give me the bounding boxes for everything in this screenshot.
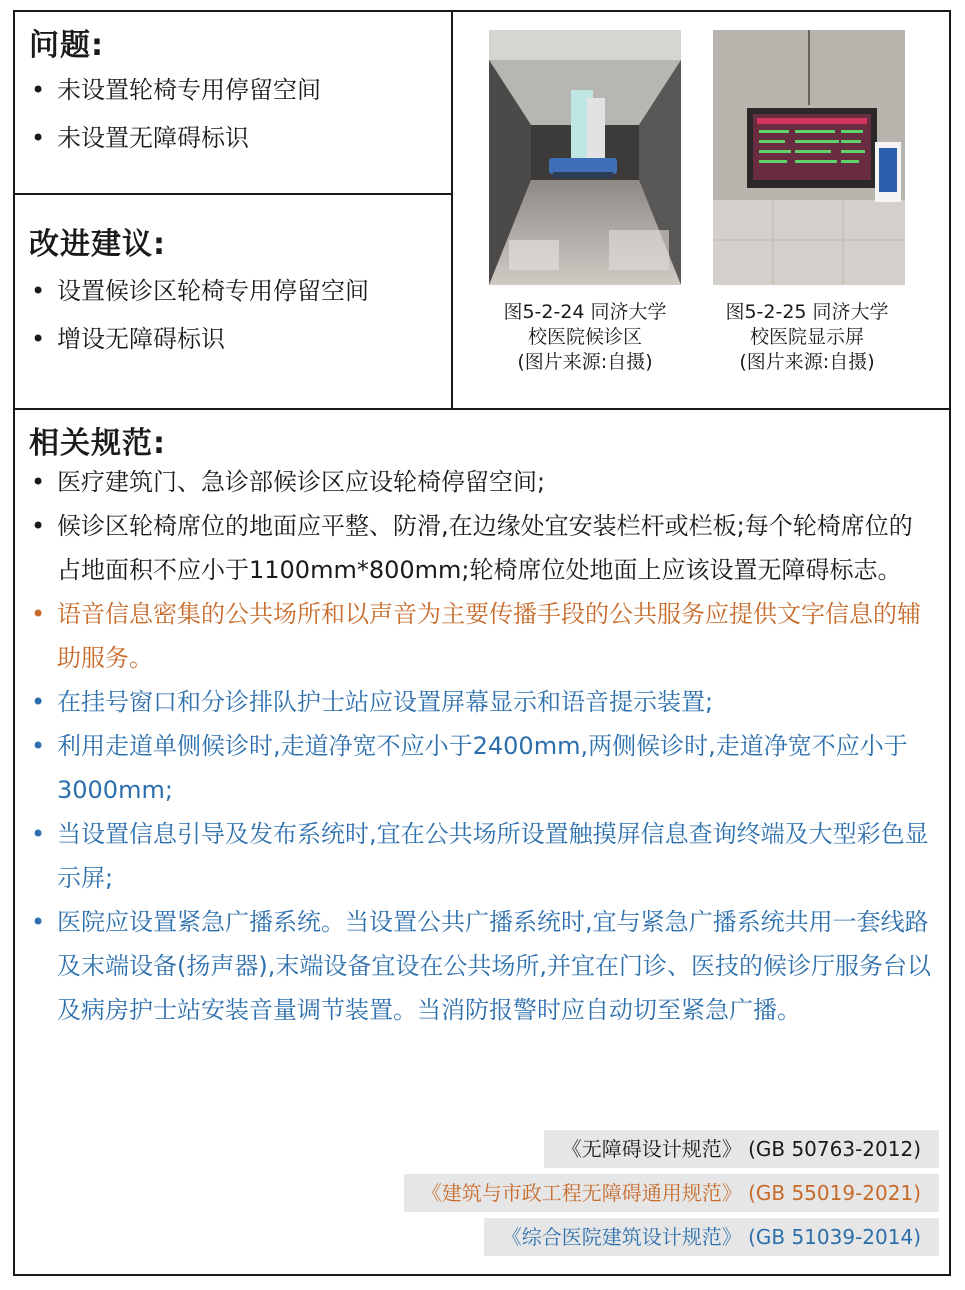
- problem-item: • 未设置轮椅专用停留空间: [29, 66, 321, 114]
- suggestion-item: • 设置候诊区轮椅专用停留空间: [29, 267, 369, 315]
- caption-line: (图片来源:自摄): [517, 351, 653, 373]
- suggestion-heading: 改进建议:: [29, 227, 166, 262]
- norms-section: [15, 408, 949, 1276]
- problem-section: [15, 12, 453, 195]
- suggestion-item: • 增设无障碍标识: [29, 315, 369, 363]
- photo-caption: [475, 300, 695, 375]
- display-screen-photo: [713, 30, 905, 285]
- norm-item: • 语音信息密集的公共场所和以声音为主要传播手段的公共服务应提供文字信息的辅助服务。: [29, 592, 934, 680]
- problem-item: • 未设置无障碍标识: [29, 114, 321, 162]
- suggestion-section: [15, 195, 453, 408]
- norm-item: • 在挂号窗口和分诊排队护士站应设置屏幕显示和语音提示装置;: [29, 680, 934, 724]
- problem-heading: 问题:: [29, 28, 104, 63]
- norms-heading: 相关规范:: [29, 426, 166, 461]
- caption-line: (图片来源:自摄): [739, 351, 875, 373]
- problem-list: [29, 66, 321, 162]
- norm-item: • 当设置信息引导及发布系统时,宜在公共场所设置触摸屏信息查询终端及大型彩色显示屏;: [29, 812, 934, 900]
- norm-item: • 利用走道单侧候诊时,走道净宽不应小于2400mm,两侧候诊时,走道净宽不应小于3000mm;: [29, 724, 934, 812]
- waiting-area-photo: [489, 30, 681, 285]
- norm-item: • 候诊区轮椅席位的地面应平整、防滑,在边缘处宜安装栏杆或栏板;每个轮椅席位的占地面积不应小于1100mm*800mm;轮椅席位处地面上应该设置无障碍标志。: [29, 504, 934, 592]
- reference-item: 《建筑与市政工程无障碍通用规范》 (GB 55019-2021): [404, 1174, 939, 1212]
- reference-item: 《无障碍设计规范》 (GB 50763-2012): [544, 1130, 939, 1168]
- reference-item: 《综合医院建筑设计规范》 (GB 51039-2014): [484, 1218, 939, 1256]
- caption-line: 图5-2-25 同济大学: [725, 301, 889, 323]
- suggestion-list: [29, 267, 369, 363]
- caption-line: 校医院候诊区: [527, 326, 642, 348]
- norms-list: [29, 460, 934, 1032]
- photo-caption: [697, 300, 917, 375]
- norm-item: • 医疗建筑门、急诊部候诊区应设轮椅停留空间;: [29, 460, 934, 504]
- norm-item: • 医院应设置紧急广播系统。当设置公共广播系统时,宜与紧急广播系统共用一套线路及末端设备(扬声器),末端设备宜设在公共场所,并宜在门诊、医技的候诊厅服务台以及病房护士站安装音量调节装置。当消防报警时应自动切至紧急广播。: [29, 900, 934, 1032]
- photos-section: [453, 12, 951, 408]
- caption-line: 校医院显示屏: [749, 326, 864, 348]
- page-frame: [13, 10, 951, 1276]
- caption-line: 图5-2-24 同济大学: [503, 301, 667, 323]
